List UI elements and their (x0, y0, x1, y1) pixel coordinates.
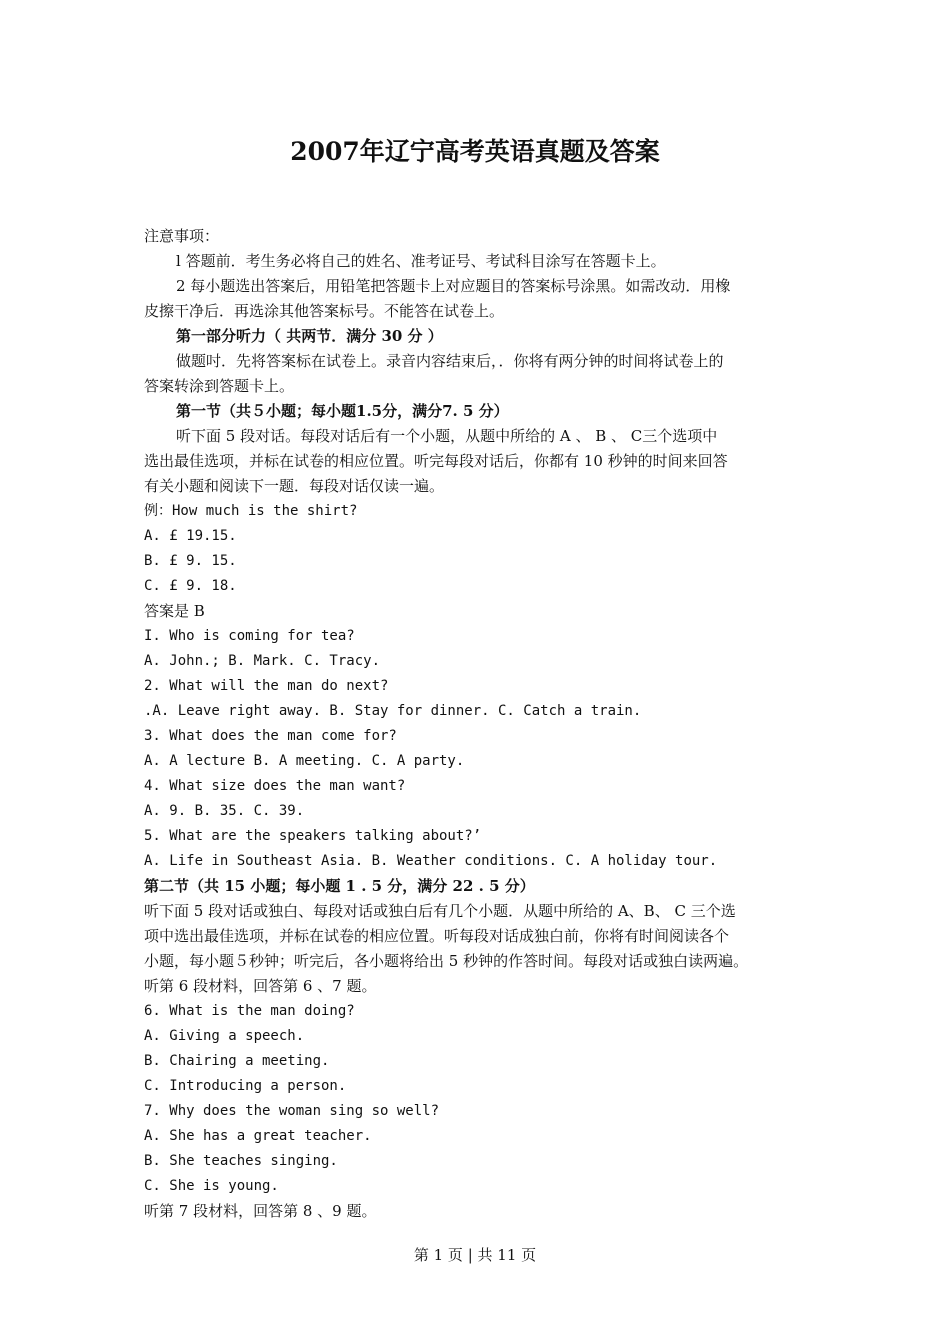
text-line: A. 9. B. 35. C. 39. (144, 803, 305, 819)
document-body (144, 224, 812, 1224)
text-line: 第一部分听力（ 共两节．满分 30 分 ） (176, 327, 443, 345)
text-line: 3. What does the man come for? (144, 728, 397, 744)
text-line: B. She teaches singing. (144, 1153, 338, 1169)
text-line: 听下面 5 段对话或独白、每段对话或独白后有几个小题．从题中所给的 A、B、 C 三个选 (144, 902, 736, 920)
text-line: 听第 7 段材料，回答第 8 、9 题。 (144, 1202, 377, 1220)
text-line: A. A lecture B. A meeting. C. A party. (144, 753, 465, 769)
text-line: 皮擦干净后．再选涂其他答案标号。不能答在试卷上。 (144, 302, 505, 320)
text-line: 5. What are the speakers talking about?’ (144, 828, 482, 844)
text-line: 听第 6 段材料，回答第 6 、7 题。 (144, 977, 377, 995)
text-line: A. She has a great teacher. (144, 1128, 372, 1144)
text-line: 有关小题和阅读下一题．每段对话仅读一遍。 (144, 477, 445, 495)
text-line: C. She is young. (144, 1178, 279, 1194)
text-line: 做题吋．先将答案标在试卷上。录音内容结束后，．你将有两分钟的时间将试卷上的 (176, 352, 724, 370)
text-line: A. Giving a speech. (144, 1028, 305, 1044)
text-line: 6. What is the man doing? (144, 1003, 355, 1019)
text-line: 第二节（共 15 小题；每小题 1 . 5 分，满分 22 . 5 分） (144, 877, 535, 895)
text-line: 7. Why does the woman sing so well? (144, 1103, 440, 1119)
page-title: 2007年辽宁高考英语真题及答案 (290, 137, 660, 166)
text-line: 选出最佳选项，并标在试卷的相应位置。听完每段对话后，你都有 10 秒钟的时间来回答 (144, 452, 728, 470)
page-footer: 第 1 页 | 共 11 页 (413, 1246, 537, 1264)
text-line: C. £ 9. 18. (144, 578, 237, 594)
text-line: 2 每小题选出答案后，用铅笔把答题卡上对应题目的答案标号涂黑。如需改动．用橡 (176, 277, 731, 295)
text-line: 听下面 5 段对话。每段对话后有一个小题，从题中所给的 A 、 B 、 C三个选项中 (176, 427, 718, 445)
text-line: B. Chairing a meeting. (144, 1053, 330, 1069)
text-line: I. Who is coming for tea? (144, 628, 355, 644)
text-line: 4. What size does the man want? (144, 778, 406, 794)
text-line: 注意事项： (144, 227, 220, 245)
text-line: C. Introducing a person. (144, 1078, 347, 1094)
text-line: 答案是 B (144, 602, 205, 620)
text-line: .A. Leave right away. B. Stay for dinner. C. Catch a train. (144, 703, 642, 719)
text-line: 2. What will the man do next? (144, 678, 389, 694)
text-line: B. £ 9. 15. (144, 553, 237, 569)
text-line: A. £ 19.15. (144, 528, 237, 544)
text-line: 项中选出最佳选项，并标在试卷的相应位置。听每段对话成独白前，你将有时间阅读各个 (144, 927, 730, 945)
text-line: 第一节（共５小题；每小题1.5分，满分7. 5 分） (176, 402, 509, 420)
text-line: A. John.; B. Mark. C. Tracy. (144, 653, 381, 669)
text-line: A. Life in Southeast Asia. B. Weather conditions. C. A holiday tour. (144, 853, 718, 869)
text-line: 小题，每小题５秒钟；听完后，各小题将给出 5 秒钟的作答时间。每段对话或独白读两遍。 (144, 952, 749, 970)
text-line: l 答题前．考生务必将自己的姓名、准考证号、考试科目涂写在答题卡上。 (176, 252, 666, 270)
text-line: 例：How much is the shirt? (144, 503, 358, 519)
text-line: 答案转涂到答题卡上。 (144, 377, 295, 395)
